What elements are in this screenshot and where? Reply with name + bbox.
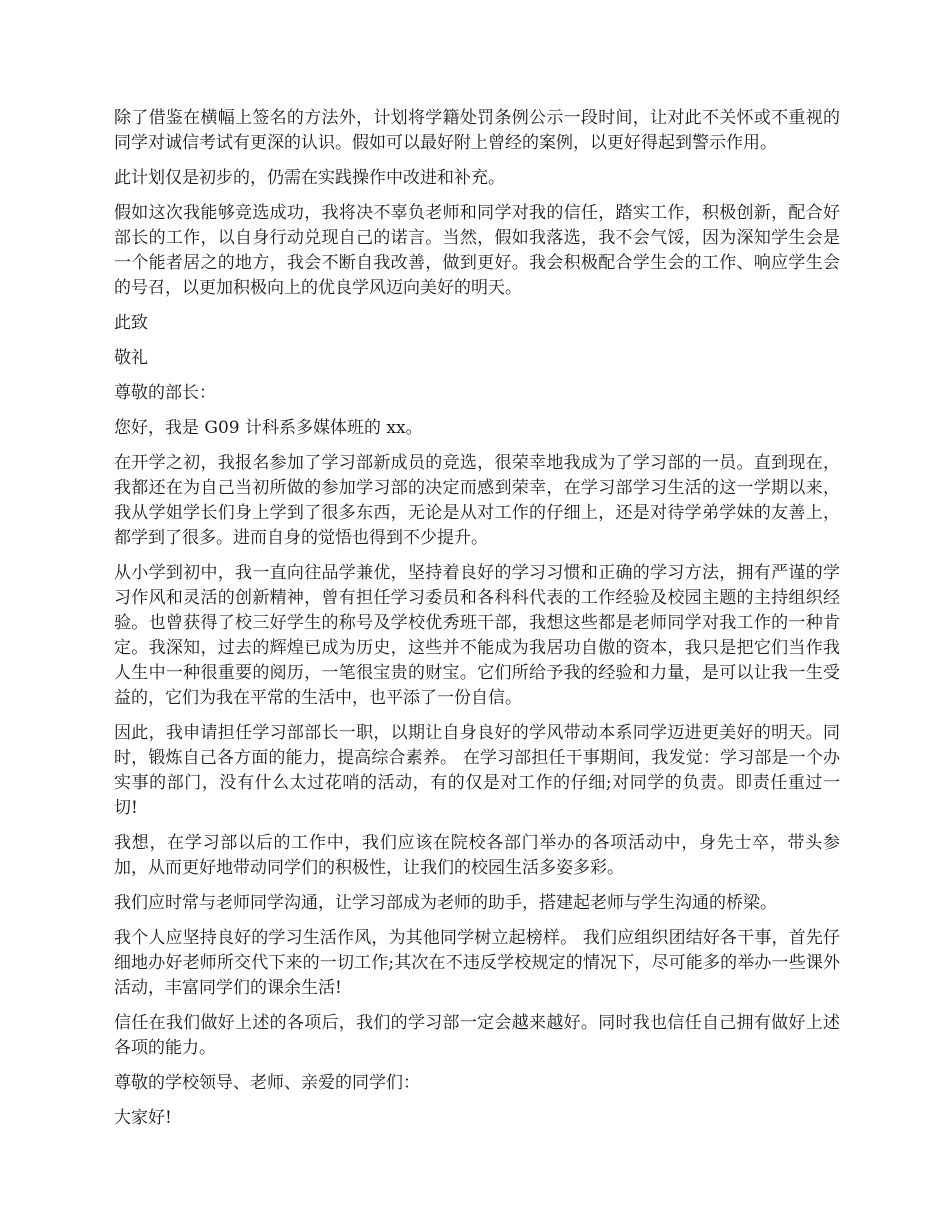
paragraph-lead-activities: 我想，在学习部以后的工作中，我们应该在院校各部门举办的各项活动中，身先士卒，带头参加，从而更好地带动同学们的积极性，让我们的校园生活多姿多彩。	[114, 833, 840, 878]
paragraph-communication: 我们应时常与老师同学沟通，让学习部成为老师的助手，搭建起老师与学生沟通的桥梁。	[114, 893, 777, 913]
paragraph-campaign-promise: 假如这次我能够竞选成功，我将决不辜负老师和同学对我的信任，踏实工作，积极创新，配合好部长的工作，以自身行动兑现自己的诺言。当然，假如我落选，我不会气馁，因为深知学生会是一个能者居之的地方，我会不断自我改善，做到更好。我会积极配合学生会的工作、响应学生会的号召，以更加积极向上的优良学风迈向美好的明天。	[114, 203, 840, 298]
self-introduction: 您好，我是 G09 计科系多媒体班的 xx。	[114, 418, 423, 438]
closing-salutation: 此致	[114, 313, 148, 333]
paragraph-plan-preliminary: 此计划仅是初步的，仍需在实践操作中改进和补充。	[114, 168, 505, 188]
paragraph-application: 因此，我申请担任学习部部长一职，以期让自身良好的学风带动本系同学迈进更美好的明天。同时，锻炼自己各方面的能力，提高综合素养。 在学习部担任干事期间，我发觉：学习部是一个办实事的部门，没有什么太过花哨的活动，有的仅是对工作的仔细;对同学的负责。即责任重过一切!	[114, 723, 840, 818]
letter-greeting: 尊敬的部长：	[114, 383, 216, 403]
closing-regards: 敬礼	[114, 348, 148, 368]
paragraph-background: 从小学到初中，我一直向往品学兼优，坚持着良好的学习习惯和正确的学习方法，拥有严谨的学习作风和灵活的创新精神，曾有担任学习委员和各科科代表的工作经验及校园主题的主持组织经验。也曾获得了校三好学生的称号及学校优秀班干部，我想这些都是老师同学对我工作的一种肯定。我深知，过去的辉煌已成为历史，这些并不能成为我居功自傲的资本，我只是把它们当作我人生中一种很重要的阅历，一笔很宝贵的财宝。它们所给予我的经验和力量，是可以让我一生受益的，它们为我在平常的生活中，也平添了一份自信。	[114, 563, 840, 708]
speech-hello: 大家好!	[114, 1108, 172, 1128]
paragraph-plan-publicize: 除了借鉴在横幅上签名的方法外，计划将学籍处罚条例公示一段时间，让对此不关怀或不重视的同学对诚信考试有更深的认识。假如可以最好附上曾经的案例，以更好得起到警示作用。	[114, 108, 840, 153]
paragraph-role-model: 我个人应坚持良好的学习生活作风，为其他同学树立起榜样。 我们应组织团结好各干事，首先仔细地办好老师所交代下来的一切工作;其次在不违反学校规定的情况下，尽可能多的举办一些课外活动，丰富同学们的课余生活!	[114, 928, 840, 998]
paragraph-confidence: 信任在我们做好上述的各项后，我们的学习部一定会越来越好。同时我也信任自己拥有做好上述各项的能力。	[114, 1013, 840, 1058]
speech-greeting: 尊敬的学校领导、老师、亲爱的同学们：	[114, 1073, 420, 1093]
document-body	[114, 106, 840, 1141]
paragraph-joining: 在开学之初，我报名参加了学习部新成员的竞选，很荣幸地我成为了学习部的一员。直到现在，我都还在为自己当初所做的参加学习部的决定而感到荣幸，在学习部学习生活的这一学期以来，我从学姐学长们身上学到了很多东西，无论是从对工作的仔细上，还是对待学弟学妹的友善上，都学到了很多。进而自身的觉悟也得到不少提升。	[114, 453, 840, 548]
